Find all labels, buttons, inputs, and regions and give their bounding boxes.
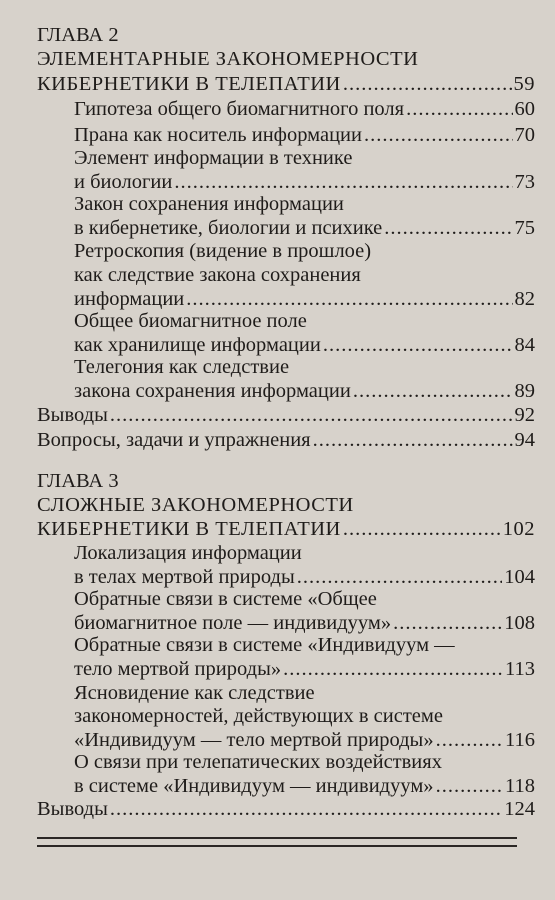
chapter-3-heading: ГЛАВА 3: [37, 470, 119, 492]
toc-entry[interactable]: информации ..... 82: [74, 286, 535, 312]
leader-dots: [283, 656, 503, 682]
toc-entry-line: Обратные связи в системе «Индивидуум —: [74, 634, 455, 656]
page-number: 124: [504, 798, 535, 820]
toc-entry-line: закономерностей, действующих в системе: [74, 705, 443, 727]
chapter-3-title-entry[interactable]: КИБЕРНЕТИКИ В ТЕЛЕПАТИИ ..... 102: [37, 516, 535, 542]
page-number: 59: [513, 73, 535, 95]
leader-dots: [406, 96, 512, 122]
toc-entry-line: Ретроскопия (видение в прошлое): [74, 240, 372, 262]
leader-dots: [110, 402, 513, 428]
leader-dots: [343, 516, 501, 542]
toc-entry-line: Общее биомагнитное поле: [74, 310, 307, 332]
toc-entry[interactable]: «Индивидуум — тело мертвой природы» ..... 116: [74, 727, 535, 753]
chapter-2-conclusions[interactable]: Выводы ..... 92: [37, 402, 535, 428]
page-number: 89: [514, 380, 535, 402]
toc-entry[interactable]: в системе «Индивидуум — индивидуум» ..... 118: [74, 773, 535, 799]
toc-entry-line: как следствие закона сохранения: [74, 264, 361, 286]
toc-entry[interactable]: Прана как носитель информации ..... 70: [74, 122, 535, 148]
toc-entry-line: Локализация информации: [74, 542, 302, 564]
divider-rule-bottom: [37, 845, 517, 847]
toc-entry[interactable]: и биологии ..... 73: [74, 169, 535, 195]
toc-entry-line: О связи при телепатических воздействиях: [74, 751, 442, 773]
page-number: 70: [514, 124, 535, 146]
toc-entry[interactable]: тело мертвой природы» ..... 113: [74, 656, 535, 682]
page-number: 113: [505, 658, 535, 680]
page-number: 102: [502, 518, 535, 540]
toc-entry-line: Ясновидение как следствие: [74, 682, 315, 704]
chapter-2-title-line1: ЭЛЕМЕНТАРНЫЕ ЗАКОНОМЕРНОСТИ: [37, 48, 419, 70]
page-number: 84: [514, 334, 535, 356]
toc-entry[interactable]: закона сохранения информации ..... 89: [74, 378, 535, 404]
toc-entry[interactable]: биомагнитное поле — индивидуум» ..... 108: [74, 610, 535, 636]
chapter-2-heading: ГЛАВА 2: [37, 24, 119, 46]
page-number: 82: [514, 288, 535, 310]
page-number: 104: [504, 566, 535, 588]
page-number: 92: [514, 404, 535, 426]
chapter-3-title-line1: СЛОЖНЫЕ ЗАКОНОМЕРНОСТИ: [37, 494, 354, 516]
page-number: 108: [504, 612, 535, 634]
toc-entry-line: Закон сохранения информации: [74, 193, 344, 215]
chapter-2-title-entry[interactable]: КИБЕРНЕТИКИ В ТЕЛЕПАТИИ ..... 59: [37, 71, 535, 97]
page-number: 116: [505, 729, 535, 751]
toc-entry-line: Обратные связи в системе «Общее: [74, 588, 377, 610]
toc-entry[interactable]: как хранилище информации ..... 84: [74, 332, 535, 358]
leader-dots: [353, 378, 513, 404]
toc-entry-line: Элемент информации в технике: [74, 147, 353, 169]
toc-entry[interactable]: в кибернетике, биологии и психике ..... 75: [74, 215, 535, 241]
chapter-2-questions[interactable]: Вопросы, задачи и упражнения ..... 94: [37, 427, 535, 453]
page-number: 75: [514, 217, 535, 239]
toc-entry[interactable]: Гипотеза общего биомагнитного поля ..... 60: [74, 96, 535, 122]
leader-dots: [313, 427, 513, 453]
toc-entry-line: Телегония как следствие: [74, 356, 290, 378]
leader-dots: [110, 796, 502, 822]
page-number: 94: [514, 429, 535, 451]
chapter-3-conclusions[interactable]: Выводы ..... 124: [37, 796, 535, 822]
toc-entry[interactable]: в телах мертвой природы ..... 104: [74, 564, 535, 590]
page-number: 118: [505, 775, 535, 797]
divider-rule-top: [37, 837, 517, 839]
leader-dots: [343, 71, 512, 97]
page-number: 60: [514, 98, 535, 120]
page-number: 73: [514, 171, 535, 193]
